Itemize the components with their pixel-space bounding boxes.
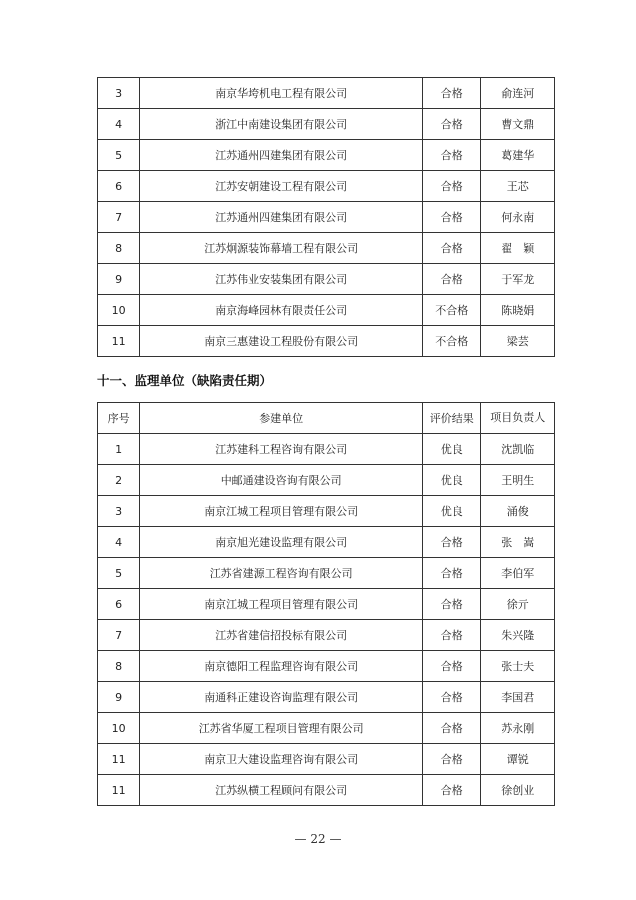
cell-person: 曹文鼎 (481, 109, 555, 140)
table-row (98, 140, 555, 171)
cell-no: 7 (98, 202, 140, 233)
cell-result: 合格 (423, 140, 481, 171)
cell-person: 李伯军 (481, 558, 555, 589)
table-row (98, 775, 555, 806)
cell-no: 5 (98, 140, 140, 171)
cell-result: 合格 (423, 202, 481, 233)
cell-result: 合格 (423, 775, 481, 806)
page-number: — 22 — (294, 832, 342, 846)
cell-unit: 南京江城工程项目管理有限公司 (140, 496, 423, 527)
table-row (98, 589, 555, 620)
header-no: 序号 (98, 403, 140, 434)
cell-person: 王明生 (481, 465, 555, 496)
table-row (98, 651, 555, 682)
cell-result: 合格 (423, 620, 481, 651)
table-row (98, 295, 555, 326)
cell-unit: 江苏安朝建设工程有限公司 (140, 171, 423, 202)
cell-result: 合格 (423, 264, 481, 295)
cell-result: 优良 (423, 434, 481, 465)
table-row (98, 264, 555, 295)
contractor-table (97, 77, 555, 357)
table-row (98, 171, 555, 202)
table-row (98, 682, 555, 713)
cell-unit: 南京三惠建设工程股份有限公司 (140, 326, 423, 357)
table-row (98, 496, 555, 527)
cell-no: 9 (98, 264, 140, 295)
cell-person: 何永南 (481, 202, 555, 233)
section-title: 十一、监理单位（缺陷责任期） (97, 373, 273, 388)
table-row (98, 527, 555, 558)
cell-no: 2 (98, 465, 140, 496)
table-row (98, 434, 555, 465)
cell-person: 朱兴隆 (481, 620, 555, 651)
cell-result: 合格 (423, 558, 481, 589)
supervision-table (97, 402, 555, 806)
cell-result: 合格 (423, 589, 481, 620)
cell-person: 俞连河 (481, 78, 555, 109)
cell-person: 陈晓娟 (481, 295, 555, 326)
cell-unit: 江苏通州四建集团有限公司 (140, 140, 423, 171)
cell-no: 7 (98, 620, 140, 651)
cell-no: 5 (98, 558, 140, 589)
cell-no: 3 (98, 496, 140, 527)
cell-unit: 江苏通州四建集团有限公司 (140, 202, 423, 233)
supervision-table-body (98, 403, 555, 806)
header-person: 项目负责人 (481, 403, 555, 434)
cell-result: 合格 (423, 527, 481, 558)
cell-unit: 南京德阳工程监理咨询有限公司 (140, 651, 423, 682)
cell-result: 合格 (423, 713, 481, 744)
cell-person: 徐创业 (481, 775, 555, 806)
cell-no: 11 (98, 326, 140, 357)
contractor-table-body (98, 78, 555, 357)
cell-no: 8 (98, 233, 140, 264)
table-row (98, 109, 555, 140)
cell-result: 不合格 (423, 326, 481, 357)
cell-no: 3 (98, 78, 140, 109)
cell-result: 不合格 (423, 295, 481, 326)
cell-person: 葛建华 (481, 140, 555, 171)
table-row (98, 465, 555, 496)
cell-person: 翟 颖 (481, 233, 555, 264)
cell-person: 谭锐 (481, 744, 555, 775)
cell-unit: 浙江中南建设集团有限公司 (140, 109, 423, 140)
cell-no: 9 (98, 682, 140, 713)
cell-unit: 中邮通建设咨询有限公司 (140, 465, 423, 496)
table-row (98, 713, 555, 744)
cell-person: 涌俊 (481, 496, 555, 527)
cell-result: 合格 (423, 109, 481, 140)
cell-person: 于军龙 (481, 264, 555, 295)
cell-unit: 南京旭光建设监理有限公司 (140, 527, 423, 558)
cell-unit: 江苏省华厦工程项目管理有限公司 (140, 713, 423, 744)
cell-unit: 南京海峰园林有限责任公司 (140, 295, 423, 326)
cell-unit: 江苏省建信招投标有限公司 (140, 620, 423, 651)
table-row (98, 326, 555, 357)
cell-result: 合格 (423, 233, 481, 264)
cell-no: 4 (98, 527, 140, 558)
cell-person: 张 嵩 (481, 527, 555, 558)
header-result: 评价结果 (423, 403, 481, 434)
cell-unit: 南京卫大建设监理咨询有限公司 (140, 744, 423, 775)
cell-unit: 江苏炯源装饰幕墙工程有限公司 (140, 233, 423, 264)
table-row (98, 233, 555, 264)
cell-person: 徐亓 (481, 589, 555, 620)
table-row (98, 202, 555, 233)
cell-no: 10 (98, 713, 140, 744)
cell-no: 11 (98, 744, 140, 775)
cell-unit: 南通科正建设咨询监理有限公司 (140, 682, 423, 713)
cell-no: 1 (98, 434, 140, 465)
cell-person: 沈凯临 (481, 434, 555, 465)
cell-no: 8 (98, 651, 140, 682)
cell-no: 4 (98, 109, 140, 140)
cell-unit: 江苏省建源工程咨询有限公司 (140, 558, 423, 589)
cell-unit: 江苏伟业安装集团有限公司 (140, 264, 423, 295)
cell-unit: 南京华垮机电工程有限公司 (140, 78, 423, 109)
cell-result: 合格 (423, 651, 481, 682)
cell-person: 张士夫 (481, 651, 555, 682)
cell-person: 苏永刚 (481, 713, 555, 744)
table-row (98, 558, 555, 589)
cell-result: 优良 (423, 465, 481, 496)
table-row (98, 78, 555, 109)
cell-no: 6 (98, 589, 140, 620)
cell-unit: 江苏纵横工程顾问有限公司 (140, 775, 423, 806)
cell-result: 合格 (423, 744, 481, 775)
cell-unit: 江苏建科工程咨询有限公司 (140, 434, 423, 465)
cell-person: 王芯 (481, 171, 555, 202)
cell-no: 11 (98, 775, 140, 806)
cell-no: 10 (98, 295, 140, 326)
cell-result: 合格 (423, 682, 481, 713)
table-header-row (98, 403, 555, 434)
cell-person: 梁芸 (481, 326, 555, 357)
header-unit: 参建单位 (140, 403, 423, 434)
cell-no: 6 (98, 171, 140, 202)
cell-result: 合格 (423, 78, 481, 109)
cell-person: 李国君 (481, 682, 555, 713)
cell-result: 合格 (423, 171, 481, 202)
table-row (98, 620, 555, 651)
table-row (98, 744, 555, 775)
cell-unit: 南京江城工程项目管理有限公司 (140, 589, 423, 620)
cell-result: 优良 (423, 496, 481, 527)
